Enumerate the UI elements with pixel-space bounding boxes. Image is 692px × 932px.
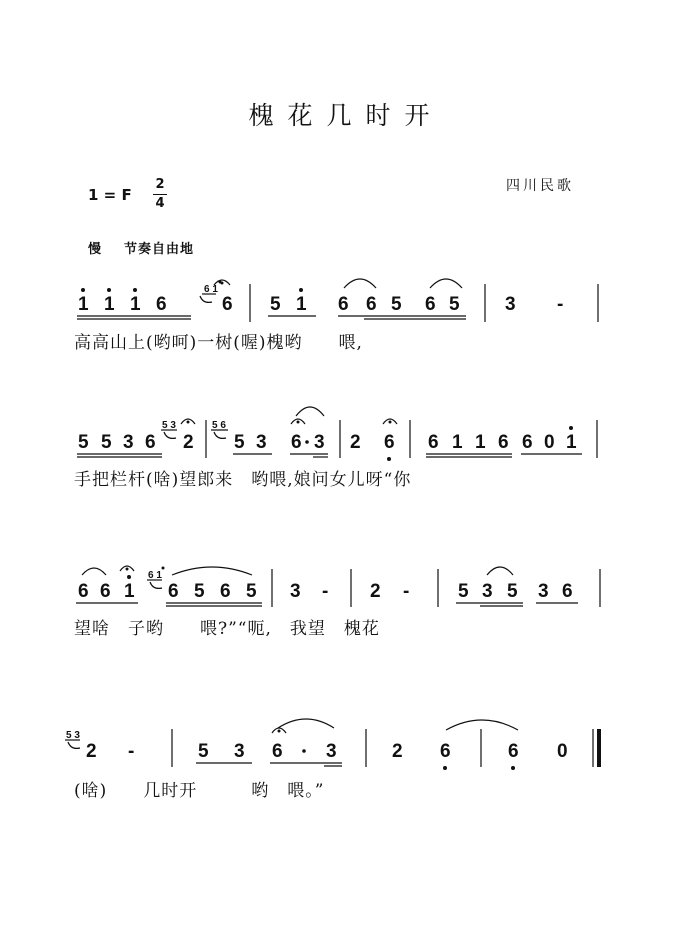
note: 2	[350, 432, 361, 453]
note: 2	[370, 581, 381, 602]
measure-1-1	[77, 280, 233, 319]
grace-notes: 6 1	[204, 284, 218, 295]
fermata-dot	[126, 568, 129, 571]
measure-2-4	[426, 426, 582, 457]
note: 6	[440, 741, 451, 762]
note: 6	[272, 741, 283, 762]
note: 3	[326, 741, 337, 762]
note: 2	[86, 741, 97, 762]
note: 6	[522, 432, 533, 453]
note: 5	[449, 294, 460, 315]
measure-3-1	[76, 566, 262, 606]
note: 6	[338, 294, 349, 315]
note: 6	[156, 294, 167, 315]
slur	[278, 719, 334, 728]
note: 6	[508, 741, 519, 762]
dot	[305, 440, 309, 444]
note: 6	[562, 581, 573, 602]
note: 1	[452, 432, 463, 453]
note: 6	[291, 432, 302, 453]
note: 1	[296, 294, 307, 315]
octave-dot-low	[511, 766, 515, 770]
measure-2-1	[77, 419, 195, 457]
grace-notes: 6 1	[148, 570, 162, 581]
measure-4-1	[65, 730, 134, 762]
octave-dot-low	[443, 766, 447, 770]
note: -	[403, 581, 410, 602]
note: 3	[290, 581, 301, 602]
octave-dot	[299, 288, 303, 292]
grace-slur	[150, 582, 162, 588]
grace-notes: 5 3	[66, 730, 80, 741]
note: 1	[124, 581, 135, 602]
note: 6	[100, 581, 111, 602]
song-title: 槐花几时开	[248, 101, 444, 130]
dot	[302, 749, 306, 753]
note: 3	[256, 432, 267, 453]
note: 2	[183, 432, 194, 453]
song-source: 四川民歌	[506, 178, 574, 194]
slur	[82, 568, 106, 575]
note: 6	[220, 581, 231, 602]
octave-dot	[107, 288, 111, 292]
tempo-word: 慢	[88, 242, 103, 257]
fermata-dot	[278, 730, 281, 733]
note: 6	[498, 432, 509, 453]
note: 3	[234, 741, 245, 762]
fermata-dot	[297, 421, 300, 424]
measure-2-2	[211, 407, 328, 457]
octave-dot	[81, 288, 85, 292]
note: 5	[101, 432, 112, 453]
note: 6	[168, 581, 179, 602]
note: 5	[458, 581, 469, 602]
note: 6	[222, 294, 233, 315]
note: 6	[384, 432, 395, 453]
slur	[344, 279, 376, 288]
measure-1-2	[268, 279, 466, 319]
note: 5	[246, 581, 257, 602]
tempo-phrase: 节奏自由地	[124, 242, 195, 257]
note: 6	[366, 294, 377, 315]
note: 6	[145, 432, 156, 453]
slur	[296, 407, 324, 416]
note: 5	[234, 432, 245, 453]
note: 5	[270, 294, 281, 315]
octave-dot	[133, 288, 137, 292]
lyrics-line-3: 望啥 子哟 喂?”“呃, 我望 槐花	[74, 619, 380, 639]
measure-3-2	[290, 581, 328, 602]
octave-dot	[127, 575, 131, 579]
slur	[172, 567, 252, 575]
note: 3	[482, 581, 493, 602]
note: -	[557, 294, 564, 315]
time-signature-bottom: 4	[155, 196, 165, 211]
note: 0	[544, 432, 555, 453]
measure-3-3	[370, 581, 409, 602]
lyrics-line-1: 高高山上(哟呵)一树(喔)槐哟 喂,	[74, 333, 363, 353]
note: 1	[475, 432, 486, 453]
measure-4-4	[508, 741, 568, 770]
grace-slur	[68, 742, 80, 748]
octave-dot	[162, 567, 165, 570]
grace-slur	[164, 432, 176, 438]
note: 0	[557, 741, 568, 762]
octave-dot-low	[387, 457, 391, 461]
fermata-dot	[221, 282, 224, 285]
note: -	[128, 741, 135, 762]
note: 1	[78, 294, 89, 315]
measure-3-4	[456, 567, 578, 606]
grace-notes: 5 3	[162, 420, 176, 431]
slur	[430, 279, 462, 288]
key-signature: 1 = F	[88, 186, 132, 204]
measure-2-3	[350, 419, 397, 461]
slur	[487, 567, 513, 575]
note: 5	[78, 432, 89, 453]
note: 5	[391, 294, 402, 315]
note: 2	[392, 741, 403, 762]
note: 3	[123, 432, 134, 453]
note: 6	[428, 432, 439, 453]
note: 3	[538, 581, 549, 602]
note: 3	[314, 432, 325, 453]
note: -	[322, 581, 329, 602]
lyrics-line-2: 手把栏杆(啥)望郎来 哟喂,娘问女儿呀“你	[74, 470, 412, 490]
measure-1-3	[505, 294, 563, 315]
grace-slur	[200, 296, 212, 302]
fermata-dot	[187, 421, 190, 424]
tie	[446, 720, 518, 730]
note: 6	[78, 581, 89, 602]
grace-notes: 5 6	[212, 420, 226, 431]
grace-slur	[214, 432, 226, 438]
measure-4-3	[392, 720, 518, 770]
note: 3	[505, 294, 516, 315]
lyrics-line-4: (啥) 几时开 哟 喂。”	[74, 781, 325, 801]
octave-dot	[569, 426, 573, 430]
note: 5	[507, 581, 518, 602]
note: 1	[130, 294, 141, 315]
fermata-dot	[389, 421, 392, 424]
note: 5	[198, 741, 209, 762]
final-barline-thick	[597, 729, 601, 767]
note: 6	[425, 294, 436, 315]
note: 5	[194, 581, 205, 602]
time-signature-top: 2	[155, 177, 165, 192]
measure-4-2	[196, 719, 342, 766]
note: 1	[566, 432, 577, 453]
note: 1	[104, 294, 115, 315]
